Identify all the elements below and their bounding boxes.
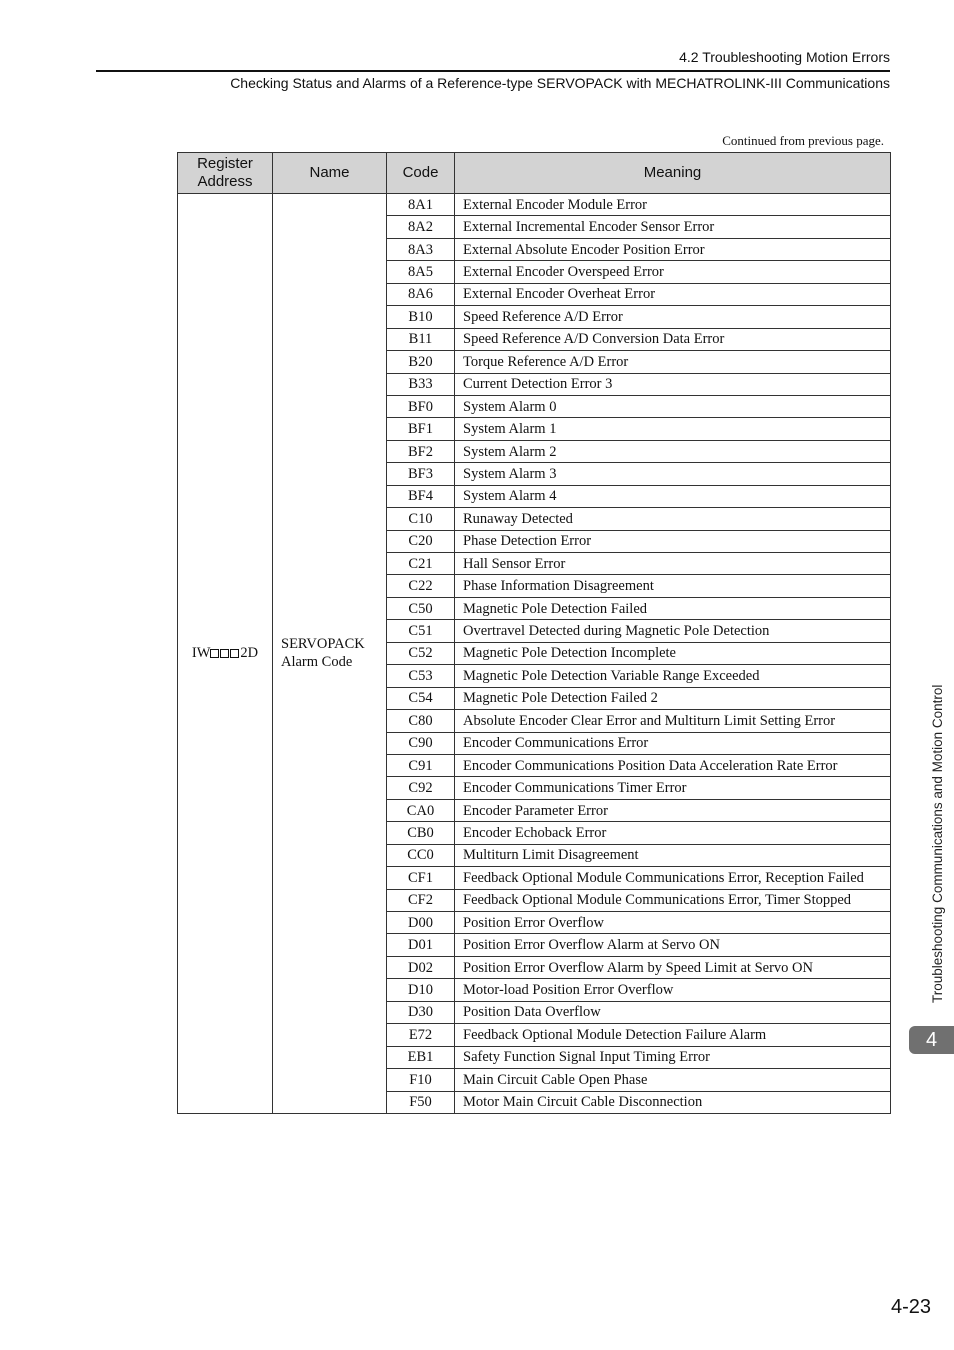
alarm-meaning-cell: External Incremental Encoder Sensor Error [455, 216, 891, 238]
alarm-code-cell: E72 [387, 1024, 455, 1046]
alarm-code-cell: D02 [387, 956, 455, 978]
alarm-code-cell: BF4 [387, 485, 455, 507]
alarm-meaning-cell: System Alarm 3 [455, 463, 891, 485]
column-header-code: Code [387, 153, 455, 194]
alarm-meaning-cell: Hall Sensor Error [455, 553, 891, 575]
column-header-name: Name [273, 153, 387, 194]
alarm-code-cell: BF0 [387, 395, 455, 417]
register-prefix: IW [191, 645, 211, 662]
alarm-code-cell: F50 [387, 1091, 455, 1113]
alarm-code-cell: C91 [387, 754, 455, 776]
alarm-code-cell: C54 [387, 687, 455, 709]
alarm-meaning-cell: System Alarm 1 [455, 418, 891, 440]
alarm-code-cell: D01 [387, 934, 455, 956]
alarm-code-cell: D30 [387, 1001, 455, 1023]
alarm-meaning-cell: System Alarm 4 [455, 485, 891, 507]
alarm-meaning-cell: System Alarm 2 [455, 440, 891, 462]
alarm-meaning-cell: Feedback Optional Module Detection Failure Alarm [455, 1024, 891, 1046]
alarm-meaning-cell: Encoder Echoback Error [455, 822, 891, 844]
alarm-meaning-cell: Position Error Overflow Alarm by Speed Limit at Servo ON [455, 956, 891, 978]
name-line: Alarm Code [281, 654, 353, 671]
alarm-meaning-cell: Speed Reference A/D Conversion Data Error [455, 328, 891, 350]
alarm-meaning-cell: System Alarm 0 [455, 395, 891, 417]
alarm-code-cell: C53 [387, 665, 455, 687]
alarm-meaning-cell: Position Error Overflow [455, 912, 891, 934]
table-body [178, 194, 891, 1114]
column-header-meaning: Meaning [455, 153, 891, 194]
page-number: 4-23 [890, 1296, 931, 1318]
alarm-code-cell: CF2 [387, 889, 455, 911]
alarm-code-cell: CF1 [387, 867, 455, 889]
alarm-meaning-cell: Absolute Encoder Clear Error and Multiturn Limit Setting Error [455, 710, 891, 732]
name-line: SERVOPACK [281, 636, 365, 653]
alarm-code-cell: F10 [387, 1069, 455, 1091]
alarm-meaning-cell: Feedback Optional Module Communications Error, Reception Failed [455, 867, 891, 889]
alarm-meaning-cell: Encoder Communications Position Data Acceleration Rate Error [455, 754, 891, 776]
alarm-meaning-cell: Main Circuit Cable Open Phase [455, 1069, 891, 1091]
alarm-meaning-cell: Position Error Overflow Alarm at Servo ON [455, 934, 891, 956]
alarm-meaning-cell: Encoder Communications Error [455, 732, 891, 754]
alarm-meaning-cell: Magnetic Pole Detection Failed 2 [455, 687, 891, 709]
register-suffix: 2D [240, 645, 259, 662]
alarm-code-cell: B20 [387, 351, 455, 373]
alarm-code-cell: 8A2 [387, 216, 455, 238]
alarm-meaning-cell: Feedback Optional Module Communications Error, Timer Stopped [455, 889, 891, 911]
alarm-meaning-cell: Speed Reference A/D Error [455, 306, 891, 328]
alarm-code-cell: BF1 [387, 418, 455, 440]
alarm-meaning-cell: Phase Information Disagreement [455, 575, 891, 597]
alarm-meaning-cell: Multiturn Limit Disagreement [455, 844, 891, 866]
alarm-code-cell: 8A5 [387, 261, 455, 283]
alarm-meaning-cell: Position Data Overflow [455, 1001, 891, 1023]
alarm-code-table [177, 152, 891, 1114]
alarm-code-cell: C22 [387, 575, 455, 597]
alarm-code-cell: C10 [387, 508, 455, 530]
alarm-code-cell: C52 [387, 642, 455, 664]
alarm-code-cell: D10 [387, 979, 455, 1001]
alarm-code-cell: CC0 [387, 844, 455, 866]
alarm-meaning-cell: Magnetic Pole Detection Incomplete [455, 642, 891, 664]
section-heading: 4.2 Troubleshooting Motion Errors [679, 49, 890, 65]
alarm-code-cell: BF3 [387, 463, 455, 485]
alarm-meaning-cell: Encoder Communications Timer Error [455, 777, 891, 799]
alarm-meaning-cell: External Encoder Module Error [455, 194, 891, 216]
alarm-meaning-cell: Motor-load Position Error Overflow [455, 979, 891, 1001]
alarm-meaning-cell: Runaway Detected [455, 508, 891, 530]
alarm-code-cell: C80 [387, 710, 455, 732]
register-address-cell [178, 194, 273, 1114]
continued-note: Continued from previous page. [722, 133, 884, 148]
alarm-meaning-cell: Magnetic Pole Detection Failed [455, 597, 891, 619]
alarm-code-cell: C51 [387, 620, 455, 642]
alarm-meaning-cell: Phase Detection Error [455, 530, 891, 552]
alarm-code-cell: C20 [387, 530, 455, 552]
chapter-side-title: Troubleshooting Communications and Motion Control [930, 684, 945, 1003]
alarm-code-cell: C90 [387, 732, 455, 754]
table-header-row [178, 153, 891, 194]
alarm-code-cell: 8A3 [387, 238, 455, 260]
alarm-meaning-cell: External Encoder Overspeed Error [455, 261, 891, 283]
alarm-code-cell: 8A1 [387, 194, 455, 216]
alarm-meaning-cell: Encoder Parameter Error [455, 799, 891, 821]
placeholder-box-icon [220, 649, 229, 658]
alarm-code-cell: D00 [387, 912, 455, 934]
header-rule [96, 70, 890, 72]
alarm-meaning-cell: External Encoder Overheat Error [455, 283, 891, 305]
alarm-meaning-cell: Magnetic Pole Detection Variable Range Exceeded [455, 665, 891, 687]
alarm-code-cell: CB0 [387, 822, 455, 844]
alarm-code-cell: EB1 [387, 1046, 455, 1068]
alarm-meaning-cell: External Absolute Encoder Position Error [455, 238, 891, 260]
alarm-meaning-cell: Torque Reference A/D Error [455, 351, 891, 373]
alarm-code-cell: C92 [387, 777, 455, 799]
alarm-meaning-cell: Current Detection Error 3 [455, 373, 891, 395]
placeholder-box-icon [210, 649, 219, 658]
table-row [178, 194, 891, 216]
alarm-code-cell: 8A6 [387, 283, 455, 305]
alarm-code-cell: C50 [387, 597, 455, 619]
alarm-meaning-cell: Overtravel Detected during Magnetic Pole Detection [455, 620, 891, 642]
alarm-code-cell: CA0 [387, 799, 455, 821]
section-subtitle: Checking Status and Alarms of a Reference-type SERVOPACK with MECHATROLINK-III Communications [230, 75, 890, 91]
placeholder-box-icon [230, 649, 239, 658]
chapter-tab: 4 [909, 1026, 954, 1054]
alarm-code-cell: B11 [387, 328, 455, 350]
column-header-register: Register Address [178, 153, 273, 194]
alarm-code-cell: B33 [387, 373, 455, 395]
alarm-meaning-cell: Motor Main Circuit Cable Disconnection [455, 1091, 891, 1113]
alarm-meaning-cell: Safety Function Signal Input Timing Error [455, 1046, 891, 1068]
alarm-code-cell: C21 [387, 553, 455, 575]
alarm-code-cell: BF2 [387, 440, 455, 462]
name-cell [273, 194, 387, 1114]
alarm-code-cell: B10 [387, 306, 455, 328]
